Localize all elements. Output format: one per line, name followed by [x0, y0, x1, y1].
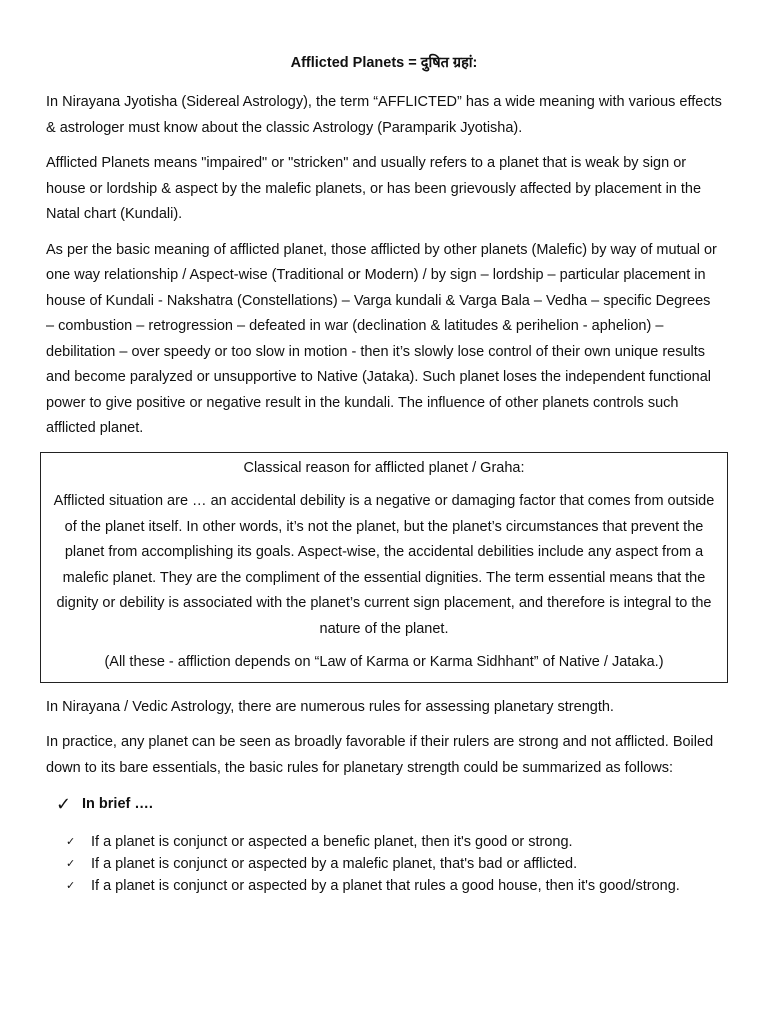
- box-body: Afflicted situation are … an accidental debility is a negative or damaging factor that comes from outside of the planet itself. In other words, it’s not the planet, but the planet’s circumstances that prevent the planet from accomplishing its goals. Aspect-wise, the accidental debilities include any aspect from a malefic planet. They are the compliment of the essential dignities. The term essential means that the dignity or debility is associated with the planet’s current sign placement, and therefore is integral to the nature of the planet.: [53, 493, 715, 637]
- check-icon: ✓: [56, 794, 72, 814]
- rule-text: If a planet is conjunct or aspected by a planet that rules a good house, then it's good/strong.: [91, 878, 680, 894]
- check-icon: ✓: [66, 858, 76, 870]
- definition-paragraph: Afflicted Planets means "impaired" or "stricken" and usually refers to a planet that is weak by sign or house or lordship & aspect by the malefic planets, or has been grievously affected by placement in the Natal chart (Kundali).: [46, 155, 702, 222]
- practice-paragraph: In practice, any planet can be seen as broadly favorable if their rulers are strong and not afflicted. Boiled down to its bare essentials, the basic rules for planetary strength could be summarized as follows:: [46, 734, 714, 776]
- brief-heading: [56, 793, 722, 815]
- box-note: (All these - affliction depends on “Law of Karma or Karma Sidhhant” of Native / Jataka.): [104, 654, 664, 670]
- document-page: [46, 52, 722, 897]
- box-heading: Classical reason for afflicted planet / Graha:: [243, 459, 525, 476]
- list-item: [66, 831, 722, 853]
- rule-text: If a planet is conjunct or aspected by a malefic planet, that's bad or afflicted.: [91, 856, 578, 872]
- check-icon: ✓: [66, 836, 76, 848]
- classical-reason-box: [40, 452, 728, 683]
- meaning-paragraph: As per the basic meaning of afflicted planet, those afflicted by other planets (Malefic) by way of mutual or one way relationship / Aspect-wise (Traditional or Modern) / by sign – lordship – particular placement in house of Kundali - Nakshatra (Constellations) – Varga kundali & Varga Bala – Vedha – specific Degrees – combustion – retrogression – defeated in war (declination & latitudes & perihelion - aphelion) – debilitation – over speedy or too slow in motion - then it’s slowly lose control of their own unique results and become paralyzed or unsupportive to Native (Jataka). Such planet loses the independent functional power to give positive or negative result in the kundali. The influence of other planets controls such afflicted planet.: [46, 241, 717, 436]
- check-icon: ✓: [66, 880, 76, 892]
- rules-intro-paragraph: In Nirayana / Vedic Astrology, there are numerous rules for assessing planetary strength.: [46, 698, 614, 715]
- intro-paragraph: In Nirayana Jyotisha (Sidereal Astrology), the term “AFFLICTED” has a wide meaning with various effects & astrologer must know about the classic Astrology (Paramparik Jyotisha).: [46, 94, 722, 136]
- rule-text: If a planet is conjunct or aspected a benefic planet, then it's good or strong.: [91, 834, 573, 850]
- brief-label: In brief ….: [82, 796, 153, 812]
- list-item: [66, 853, 722, 875]
- rules-list: [46, 831, 722, 897]
- list-item: [66, 875, 722, 897]
- page-title: Afflicted Planets = दुषित ग्रहां:: [290, 55, 478, 71]
